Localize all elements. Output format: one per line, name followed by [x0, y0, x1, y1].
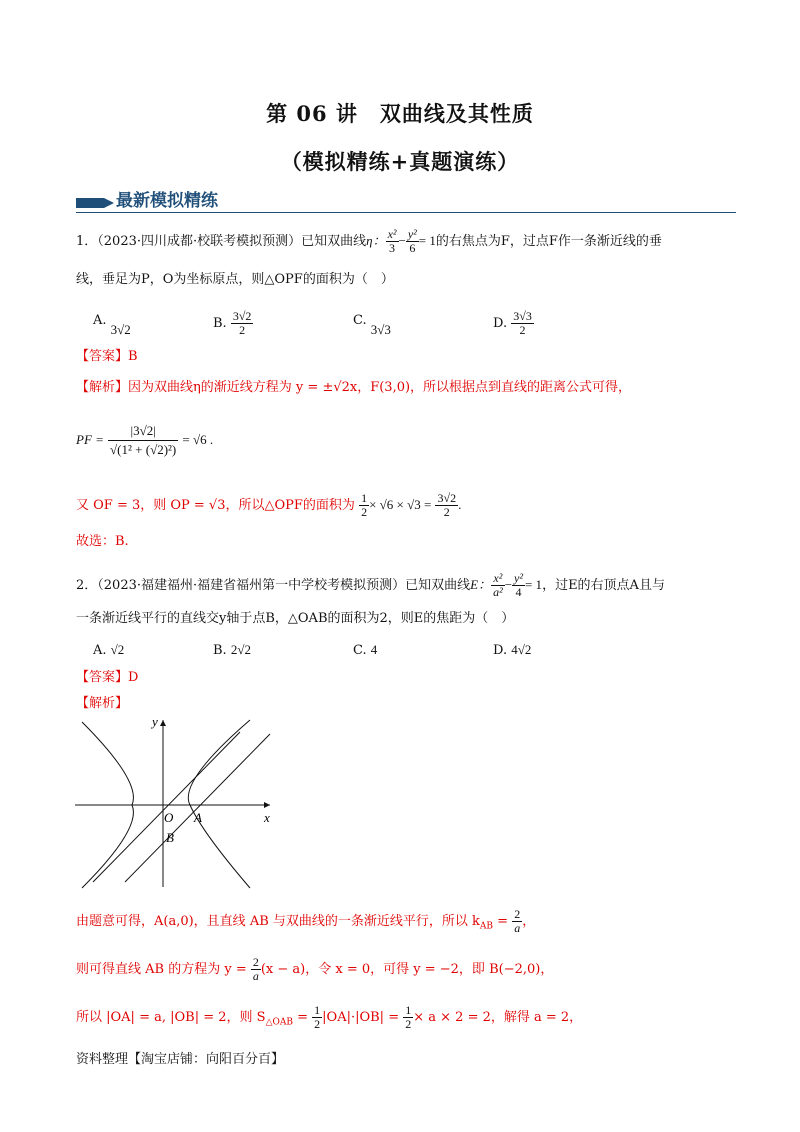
- asymptote-line: [93, 732, 240, 882]
- q2-step1: 由题意可得，A(a,0)，且直线 AB 与双曲线的一条渐近线平行，所以 $k_{AB}$ = $\frac{2}{a}$ ，: [76, 907, 536, 935]
- page-title: 第 06 讲 双曲线及其性质: [266, 101, 534, 126]
- q1-fraction-x: $\frac{\text{x²}}{3}$: [387, 227, 397, 255]
- q2-option-c: C. 4: [353, 642, 378, 658]
- label-y: y: [152, 714, 158, 729]
- x-axis-arrow: [264, 802, 270, 808]
- label-a: A: [194, 810, 202, 825]
- label-x: x: [264, 810, 270, 825]
- q1-stem-line2: 线，垂足为P，O为坐标原点，则△OPF的面积为（ ）: [76, 272, 394, 287]
- q2-analysis-label: 【解析】: [76, 696, 129, 711]
- section-bar-arrow: [104, 198, 114, 208]
- line-ab: [125, 734, 270, 882]
- q1-option-b: B. $\frac{3√2}{2}$: [213, 309, 252, 337]
- label-o: O: [164, 810, 174, 825]
- q2-stem-line1: 2．（2023·福建福州·福建省福州第一中学校考模拟预测）已知双曲线E： $\frac{\text{x²}}{\text{a²}}$ − $\frac{\text{y²}}{4}$ = 1，过E的右顶点A且与: [76, 571, 665, 599]
- q2-step3: 所以 |OA| = a, |OB| = 2，则 $S_{\triangle OAB}$ = $\frac{1}{2}$ |OA|·|OB| = $\frac{1}{2}$ × a × 2 = 2，解得 a = 2，: [76, 1003, 583, 1031]
- y-axis-arrow: [160, 720, 166, 726]
- q2-option-b: B. 2√2: [213, 642, 251, 658]
- hyperbola-graph: [70, 712, 290, 892]
- footer-note: 资料整理【淘宝店铺：向阳百分百】: [76, 1052, 285, 1067]
- q1-analysis-line1: 【解析】因为双曲线η的渐近线方程为 y = ±√2x，F(3,0)，所以根据点到直线的距离公式可得，: [76, 380, 632, 395]
- q1-option-c: C. 3√3: [353, 313, 391, 337]
- q2-stem-line2: 一条渐近线平行的直线交y轴于点B，△OAB的面积为2，则E的焦距为（ ）: [76, 611, 515, 626]
- q1-choose: 故选：B.: [76, 534, 129, 549]
- q2-answer: 【答案】D: [76, 670, 139, 685]
- q1-option-a: A. 3√2: [93, 313, 131, 337]
- q1-answer: 【答案】B: [76, 349, 138, 364]
- q2-option-d: D. 4√2: [493, 642, 532, 658]
- section-title: 最新模拟精练: [116, 191, 218, 211]
- section-header: [76, 191, 736, 213]
- section-bar-block: [76, 198, 104, 208]
- section-underline: [76, 212, 736, 213]
- q2-option-a: A. √2: [93, 642, 125, 658]
- q2-step2: 则可得直线 AB 的方程为 y = $\frac{2}{a}$ (x − a)，令 x = 0，可得 y = −2，即 B(−2,0)，: [76, 955, 554, 983]
- q1-option-d: D. $\frac{3√3}{2}$: [493, 309, 532, 337]
- q1-fraction-y: $\frac{\text{y²}}{6}$: [407, 227, 417, 255]
- q1-pf-formula: PF = $\frac{|3√2|}{\text{√(1² + (√2)²)}}$ = √6 .: [76, 423, 214, 457]
- page-subtitle: （模拟精练+真题演练）: [280, 149, 520, 174]
- q1-stem-line1: 1．（2023·四川成都·校联考模拟预测）已知双曲线η： $\frac{\text{x²}}{3}$ − $\frac{\text{y²}}{6}$ = 1的右焦点为F，过点F作一条渐近线的垂: [76, 227, 662, 255]
- q1-area-line: 又 OF = 3，则 OP = √3，所以△OPF的面积为 $\frac{1}{2}$ × √6 × √3 = $\frac{3√2}{2}$ .: [76, 491, 462, 519]
- label-b: B: [166, 830, 174, 845]
- hyperbola-right-branch: [188, 720, 250, 888]
